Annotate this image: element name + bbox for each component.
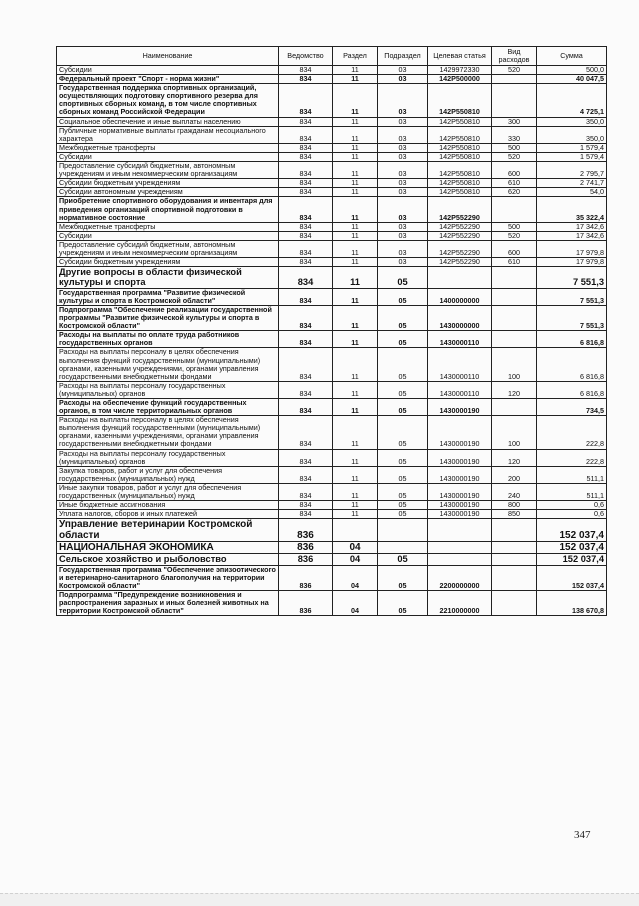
cell-expense-type: 100 bbox=[492, 348, 537, 381]
cell-target-article: 142P550810 bbox=[428, 162, 492, 179]
cell-subsection: 03 bbox=[378, 143, 428, 152]
table-row bbox=[57, 143, 607, 152]
table-row bbox=[57, 117, 607, 126]
cell-amount: 350,0 bbox=[537, 126, 607, 143]
cell-department: 834 bbox=[279, 117, 333, 126]
cell-department: 834 bbox=[279, 258, 333, 267]
cell-amount: 6 816,8 bbox=[537, 331, 607, 348]
cell-name: Межбюджетные трансферты bbox=[57, 222, 279, 231]
cell-section: 11 bbox=[333, 66, 378, 75]
cell-name: Уплата налогов, сборов и иных платежей bbox=[57, 510, 279, 519]
cell-section: 11 bbox=[333, 305, 378, 330]
cell-department: 836 bbox=[279, 565, 333, 590]
cell-section: 11 bbox=[333, 483, 378, 500]
cell-department: 834 bbox=[279, 449, 333, 466]
cell-target-article: 142P550810 bbox=[428, 117, 492, 126]
cell-target-article: 142P552290 bbox=[428, 258, 492, 267]
table-row bbox=[57, 197, 607, 222]
cell-name: Федеральный проект "Спорт - норма жизни" bbox=[57, 75, 279, 84]
cell-department: 836 bbox=[279, 554, 333, 565]
cell-target-article: 1430000110 bbox=[428, 331, 492, 348]
table-row bbox=[57, 348, 607, 381]
table-row bbox=[57, 152, 607, 161]
cell-amount: 54,0 bbox=[537, 188, 607, 197]
header-target-article: Целевая статья bbox=[428, 47, 492, 66]
cell-department: 834 bbox=[279, 288, 333, 305]
cell-subsection: 03 bbox=[378, 75, 428, 84]
cell-expense-type bbox=[492, 565, 537, 590]
cell-section: 11 bbox=[333, 288, 378, 305]
cell-expense-type: 610 bbox=[492, 179, 537, 188]
cell-subsection: 05 bbox=[378, 305, 428, 330]
cell-name: Субсидии автономным учреждениям bbox=[57, 188, 279, 197]
cell-name: Субсидии bbox=[57, 66, 279, 75]
cell-section: 11 bbox=[333, 331, 378, 348]
cell-section: 04 bbox=[333, 565, 378, 590]
cell-section: 11 bbox=[333, 231, 378, 240]
table-row bbox=[57, 66, 607, 75]
cell-amount: 500,0 bbox=[537, 66, 607, 75]
cell-name: Закупка товаров, работ и услуг для обеспечения государственных (муниципальных) нужд bbox=[57, 466, 279, 483]
cell-target-article: 142P550810 bbox=[428, 126, 492, 143]
cell-expense-type: 120 bbox=[492, 381, 537, 398]
cell-target-article: 1430000190 bbox=[428, 466, 492, 483]
cell-amount: 2 795,7 bbox=[537, 162, 607, 179]
cell-expense-type: 520 bbox=[492, 66, 537, 75]
cell-expense-type bbox=[492, 267, 537, 289]
cell-subsection: 03 bbox=[378, 258, 428, 267]
cell-subsection: 03 bbox=[378, 240, 428, 257]
cell-target-article: 142P550810 bbox=[428, 188, 492, 197]
cell-department: 834 bbox=[279, 84, 333, 117]
cell-name: НАЦИОНАЛЬНАЯ ЭКОНОМИКА bbox=[57, 542, 279, 554]
cell-subsection bbox=[378, 519, 428, 542]
cell-subsection: 05 bbox=[378, 288, 428, 305]
cell-expense-type: 300 bbox=[492, 117, 537, 126]
table-row bbox=[57, 483, 607, 500]
table-row bbox=[57, 381, 607, 398]
cell-section: 11 bbox=[333, 222, 378, 231]
cell-department: 834 bbox=[279, 466, 333, 483]
cell-target-article: 2210000000 bbox=[428, 590, 492, 615]
cell-subsection: 03 bbox=[378, 188, 428, 197]
header-section: Раздел bbox=[333, 47, 378, 66]
cell-expense-type: 520 bbox=[492, 152, 537, 161]
cell-section: 11 bbox=[333, 267, 378, 289]
cell-subsection: 03 bbox=[378, 66, 428, 75]
table-row bbox=[57, 231, 607, 240]
cell-department: 834 bbox=[279, 66, 333, 75]
cell-expense-type: 330 bbox=[492, 126, 537, 143]
cell-expense-type: 600 bbox=[492, 240, 537, 257]
cell-name: Социальное обеспечение и иные выплаты населению bbox=[57, 117, 279, 126]
cell-subsection: 05 bbox=[378, 565, 428, 590]
cell-expense-type bbox=[492, 288, 537, 305]
cell-department: 834 bbox=[279, 222, 333, 231]
cell-department: 834 bbox=[279, 267, 333, 289]
cell-target-article: 2200000000 bbox=[428, 565, 492, 590]
cell-amount: 152 037,4 bbox=[537, 565, 607, 590]
cell-target-article: 1430000110 bbox=[428, 381, 492, 398]
cell-department: 836 bbox=[279, 519, 333, 542]
budget-table bbox=[56, 46, 607, 616]
cell-subsection: 03 bbox=[378, 162, 428, 179]
cell-department: 834 bbox=[279, 162, 333, 179]
table-row bbox=[57, 162, 607, 179]
cell-target-article: 142P550810 bbox=[428, 143, 492, 152]
cell-amount: 7 551,3 bbox=[537, 305, 607, 330]
cell-name: Расходы на выплаты персоналу государственных (муниципальных) органов bbox=[57, 381, 279, 398]
cell-expense-type bbox=[492, 197, 537, 222]
cell-expense-type: 610 bbox=[492, 258, 537, 267]
table-row bbox=[57, 416, 607, 449]
cell-name: Расходы на обеспечение функций государственных органов, в том числе территориальных органов bbox=[57, 398, 279, 415]
cell-expense-type: 800 bbox=[492, 501, 537, 510]
cell-expense-type bbox=[492, 398, 537, 415]
cell-target-article bbox=[428, 554, 492, 565]
cell-expense-type: 620 bbox=[492, 188, 537, 197]
table-row bbox=[57, 542, 607, 554]
cell-amount: 35 322,4 bbox=[537, 197, 607, 222]
cell-section: 11 bbox=[333, 162, 378, 179]
cell-name: Расходы на выплаты персоналу в целях обеспечения выполнения функций государственными (муниципальными) органами, казенными учреждениями, органами управления государственными внебюджетными фондами bbox=[57, 416, 279, 449]
cell-amount: 6 816,8 bbox=[537, 348, 607, 381]
cell-section: 11 bbox=[333, 240, 378, 257]
cell-department: 834 bbox=[279, 240, 333, 257]
cell-name: Расходы на выплаты персоналу в целях обеспечения выполнения функций государственными (муниципальными) органами, казенными учреждениями, органами управления государственными внебюджетными фондами bbox=[57, 348, 279, 381]
cell-section: 11 bbox=[333, 398, 378, 415]
cell-amount: 350,0 bbox=[537, 117, 607, 126]
cell-subsection bbox=[378, 542, 428, 554]
table-row bbox=[57, 258, 607, 267]
cell-target-article: 142P552290 bbox=[428, 231, 492, 240]
table-row bbox=[57, 449, 607, 466]
cell-subsection: 03 bbox=[378, 197, 428, 222]
cell-section: 11 bbox=[333, 510, 378, 519]
cell-section: 11 bbox=[333, 197, 378, 222]
cell-expense-type: 100 bbox=[492, 416, 537, 449]
cell-subsection: 05 bbox=[378, 381, 428, 398]
cell-expense-type: 200 bbox=[492, 466, 537, 483]
cell-department: 834 bbox=[279, 179, 333, 188]
cell-expense-type bbox=[492, 519, 537, 542]
cell-amount: 1 579,4 bbox=[537, 143, 607, 152]
cell-amount: 17 979,8 bbox=[537, 240, 607, 257]
cell-subsection: 05 bbox=[378, 348, 428, 381]
cell-amount: 511,1 bbox=[537, 466, 607, 483]
header-subsection: Подраздел bbox=[378, 47, 428, 66]
cell-department: 834 bbox=[279, 305, 333, 330]
cell-target-article: 1430000190 bbox=[428, 501, 492, 510]
cell-name: Государственная программа "Развитие физической культуры и спорта в Костромской области" bbox=[57, 288, 279, 305]
cell-name: Расходы на выплаты по оплате труда работников государственных органов bbox=[57, 331, 279, 348]
cell-section: 04 bbox=[333, 590, 378, 615]
cell-subsection: 05 bbox=[378, 267, 428, 289]
cell-target-article bbox=[428, 519, 492, 542]
cell-amount: 152 037,4 bbox=[537, 554, 607, 565]
cell-expense-type bbox=[492, 75, 537, 84]
cell-subsection: 05 bbox=[378, 483, 428, 500]
cell-subsection: 03 bbox=[378, 152, 428, 161]
cell-expense-type: 520 bbox=[492, 231, 537, 240]
table-row bbox=[57, 267, 607, 289]
cell-department: 834 bbox=[279, 510, 333, 519]
cell-amount: 0,6 bbox=[537, 501, 607, 510]
cell-subsection: 03 bbox=[378, 117, 428, 126]
cell-section: 11 bbox=[333, 117, 378, 126]
cell-expense-type: 120 bbox=[492, 449, 537, 466]
cell-department: 834 bbox=[279, 398, 333, 415]
cell-department: 834 bbox=[279, 197, 333, 222]
cell-target-article: 142P550810 bbox=[428, 84, 492, 117]
cell-department: 834 bbox=[279, 501, 333, 510]
cell-department: 834 bbox=[279, 483, 333, 500]
scan-edge bbox=[0, 893, 639, 906]
cell-amount: 222,8 bbox=[537, 416, 607, 449]
cell-section bbox=[333, 519, 378, 542]
table-row bbox=[57, 75, 607, 84]
cell-subsection: 05 bbox=[378, 449, 428, 466]
cell-department: 834 bbox=[279, 416, 333, 449]
cell-amount: 222,8 bbox=[537, 449, 607, 466]
table-row bbox=[57, 305, 607, 330]
table-row bbox=[57, 519, 607, 542]
cell-expense-type bbox=[492, 331, 537, 348]
table-row bbox=[57, 188, 607, 197]
cell-target-article: 1429972330 bbox=[428, 66, 492, 75]
cell-target-article bbox=[428, 267, 492, 289]
cell-amount: 734,5 bbox=[537, 398, 607, 415]
cell-section: 11 bbox=[333, 84, 378, 117]
cell-name: Другие вопросы в области физической культуры и спорта bbox=[57, 267, 279, 289]
cell-subsection: 05 bbox=[378, 416, 428, 449]
header-expense-type: Вид расходов bbox=[492, 47, 537, 66]
cell-target-article: 142P500000 bbox=[428, 75, 492, 84]
table-row bbox=[57, 288, 607, 305]
cell-department: 836 bbox=[279, 590, 333, 615]
cell-amount: 7 551,3 bbox=[537, 288, 607, 305]
cell-subsection: 05 bbox=[378, 590, 428, 615]
cell-subsection: 03 bbox=[378, 179, 428, 188]
cell-department: 834 bbox=[279, 75, 333, 84]
cell-amount: 0,6 bbox=[537, 510, 607, 519]
table-row bbox=[57, 222, 607, 231]
cell-amount: 2 741,7 bbox=[537, 179, 607, 188]
cell-expense-type bbox=[492, 590, 537, 615]
cell-name: Подпрограмма "Предупреждение возникновения и распространения заразных и иных болезней животных на территории Костромской области" bbox=[57, 590, 279, 615]
cell-amount: 138 670,8 bbox=[537, 590, 607, 615]
cell-name: Приобретение спортивного оборудования и инвентаря для приведения организаций спортивной подготовки в нормативное состояние bbox=[57, 197, 279, 222]
cell-amount: 17 342,6 bbox=[537, 222, 607, 231]
cell-name: Субсидии bbox=[57, 152, 279, 161]
cell-expense-type bbox=[492, 554, 537, 565]
cell-name: Государственная поддержка спортивных организаций, осуществляющих подготовку спортивного резерва для спортивных сборных команд, в том числе спортивных сборных команд Российской Федерации bbox=[57, 84, 279, 117]
cell-subsection: 03 bbox=[378, 126, 428, 143]
cell-section: 11 bbox=[333, 126, 378, 143]
header-amount: Сумма bbox=[537, 47, 607, 66]
cell-expense-type: 600 bbox=[492, 162, 537, 179]
cell-target-article: 1430000190 bbox=[428, 483, 492, 500]
cell-subsection: 05 bbox=[378, 510, 428, 519]
cell-department: 834 bbox=[279, 381, 333, 398]
cell-section: 11 bbox=[333, 179, 378, 188]
cell-section: 11 bbox=[333, 143, 378, 152]
cell-expense-type: 850 bbox=[492, 510, 537, 519]
cell-target-article: 1430000190 bbox=[428, 398, 492, 415]
cell-expense-type: 240 bbox=[492, 483, 537, 500]
cell-subsection: 05 bbox=[378, 398, 428, 415]
table-row bbox=[57, 501, 607, 510]
cell-amount: 7 551,3 bbox=[537, 267, 607, 289]
cell-department: 834 bbox=[279, 331, 333, 348]
cell-section: 11 bbox=[333, 348, 378, 381]
cell-name: Предоставление субсидий бюджетным, автономным учреждениям и иным некоммерческим организациям bbox=[57, 162, 279, 179]
cell-subsection: 03 bbox=[378, 84, 428, 117]
cell-target-article: 142P552290 bbox=[428, 197, 492, 222]
cell-amount: 40 047,5 bbox=[537, 75, 607, 84]
cell-target-article: 1430000110 bbox=[428, 348, 492, 381]
cell-subsection: 03 bbox=[378, 222, 428, 231]
cell-section: 11 bbox=[333, 258, 378, 267]
cell-target-article: 142P550810 bbox=[428, 179, 492, 188]
cell-target-article: 1430000190 bbox=[428, 510, 492, 519]
cell-department: 834 bbox=[279, 143, 333, 152]
table-row bbox=[57, 179, 607, 188]
cell-expense-type bbox=[492, 305, 537, 330]
cell-section: 11 bbox=[333, 466, 378, 483]
cell-expense-type bbox=[492, 542, 537, 554]
cell-section: 11 bbox=[333, 152, 378, 161]
cell-section: 11 bbox=[333, 75, 378, 84]
cell-department: 834 bbox=[279, 348, 333, 381]
cell-subsection: 05 bbox=[378, 466, 428, 483]
table-row bbox=[57, 84, 607, 117]
cell-amount: 4 725,1 bbox=[537, 84, 607, 117]
cell-subsection: 05 bbox=[378, 501, 428, 510]
table-row bbox=[57, 466, 607, 483]
table-row bbox=[57, 240, 607, 257]
cell-name: Сельское хозяйство и рыболовство bbox=[57, 554, 279, 565]
table-row bbox=[57, 398, 607, 415]
cell-expense-type: 500 bbox=[492, 143, 537, 152]
cell-target-article: 1430000000 bbox=[428, 305, 492, 330]
cell-section: 04 bbox=[333, 542, 378, 554]
table-header-row bbox=[57, 47, 607, 66]
cell-department: 834 bbox=[279, 152, 333, 161]
cell-name: Субсидии bbox=[57, 231, 279, 240]
cell-section: 11 bbox=[333, 501, 378, 510]
table-row bbox=[57, 331, 607, 348]
cell-amount: 17 342,6 bbox=[537, 231, 607, 240]
cell-name: Государственная программа "Обеспечение эпизоотического и ветеринарно-санитарного благополучия на территории Костромской области" bbox=[57, 565, 279, 590]
table-row bbox=[57, 590, 607, 615]
cell-subsection: 03 bbox=[378, 231, 428, 240]
cell-section: 11 bbox=[333, 449, 378, 466]
cell-section: 11 bbox=[333, 188, 378, 197]
cell-name: Субсидии бюджетным учреждениям bbox=[57, 179, 279, 188]
header-department: Ведомство bbox=[279, 47, 333, 66]
cell-amount: 1 579,4 bbox=[537, 152, 607, 161]
cell-amount: 152 037,4 bbox=[537, 519, 607, 542]
cell-department: 836 bbox=[279, 542, 333, 554]
cell-department: 834 bbox=[279, 126, 333, 143]
table-row bbox=[57, 126, 607, 143]
cell-department: 834 bbox=[279, 231, 333, 240]
table-body bbox=[57, 66, 607, 616]
cell-target-article: 142P552290 bbox=[428, 222, 492, 231]
table-row bbox=[57, 554, 607, 565]
cell-expense-type: 500 bbox=[492, 222, 537, 231]
cell-name: Иные бюджетные ассигнования bbox=[57, 501, 279, 510]
cell-subsection: 05 bbox=[378, 331, 428, 348]
cell-section: 04 bbox=[333, 554, 378, 565]
cell-amount: 511,1 bbox=[537, 483, 607, 500]
cell-target-article bbox=[428, 542, 492, 554]
cell-amount: 152 037,4 bbox=[537, 542, 607, 554]
cell-name: Расходы на выплаты персоналу государственных (муниципальных) органов bbox=[57, 449, 279, 466]
cell-amount: 6 816,8 bbox=[537, 381, 607, 398]
cell-target-article: 1430000190 bbox=[428, 416, 492, 449]
table-row bbox=[57, 565, 607, 590]
cell-target-article: 1400000000 bbox=[428, 288, 492, 305]
cell-name: Управление ветеринарии Костромской области bbox=[57, 519, 279, 542]
cell-target-article: 142P552290 bbox=[428, 240, 492, 257]
cell-name: Публичные нормативные выплаты гражданам несоциального характера bbox=[57, 126, 279, 143]
cell-section: 11 bbox=[333, 381, 378, 398]
cell-section: 11 bbox=[333, 416, 378, 449]
page-number: 347 bbox=[574, 829, 591, 841]
cell-name: Межбюджетные трансферты bbox=[57, 143, 279, 152]
cell-department: 834 bbox=[279, 188, 333, 197]
cell-target-article: 1430000190 bbox=[428, 449, 492, 466]
cell-subsection: 05 bbox=[378, 554, 428, 565]
cell-target-article: 142P550810 bbox=[428, 152, 492, 161]
cell-name: Подпрограмма "Обеспечение реализации государственной программы "Развитие физической культуры и спорта в Костромской области" bbox=[57, 305, 279, 330]
table-row bbox=[57, 510, 607, 519]
cell-amount: 17 979,8 bbox=[537, 258, 607, 267]
cell-name: Предоставление субсидий бюджетным, автономным учреждениям и иным некоммерческим организациям bbox=[57, 240, 279, 257]
cell-name: Субсидии бюджетным учреждениям bbox=[57, 258, 279, 267]
cell-name: Иные закупки товаров, работ и услуг для обеспечения государственных (муниципальных) нужд bbox=[57, 483, 279, 500]
header-name: Наименование bbox=[57, 47, 279, 66]
cell-expense-type bbox=[492, 84, 537, 117]
